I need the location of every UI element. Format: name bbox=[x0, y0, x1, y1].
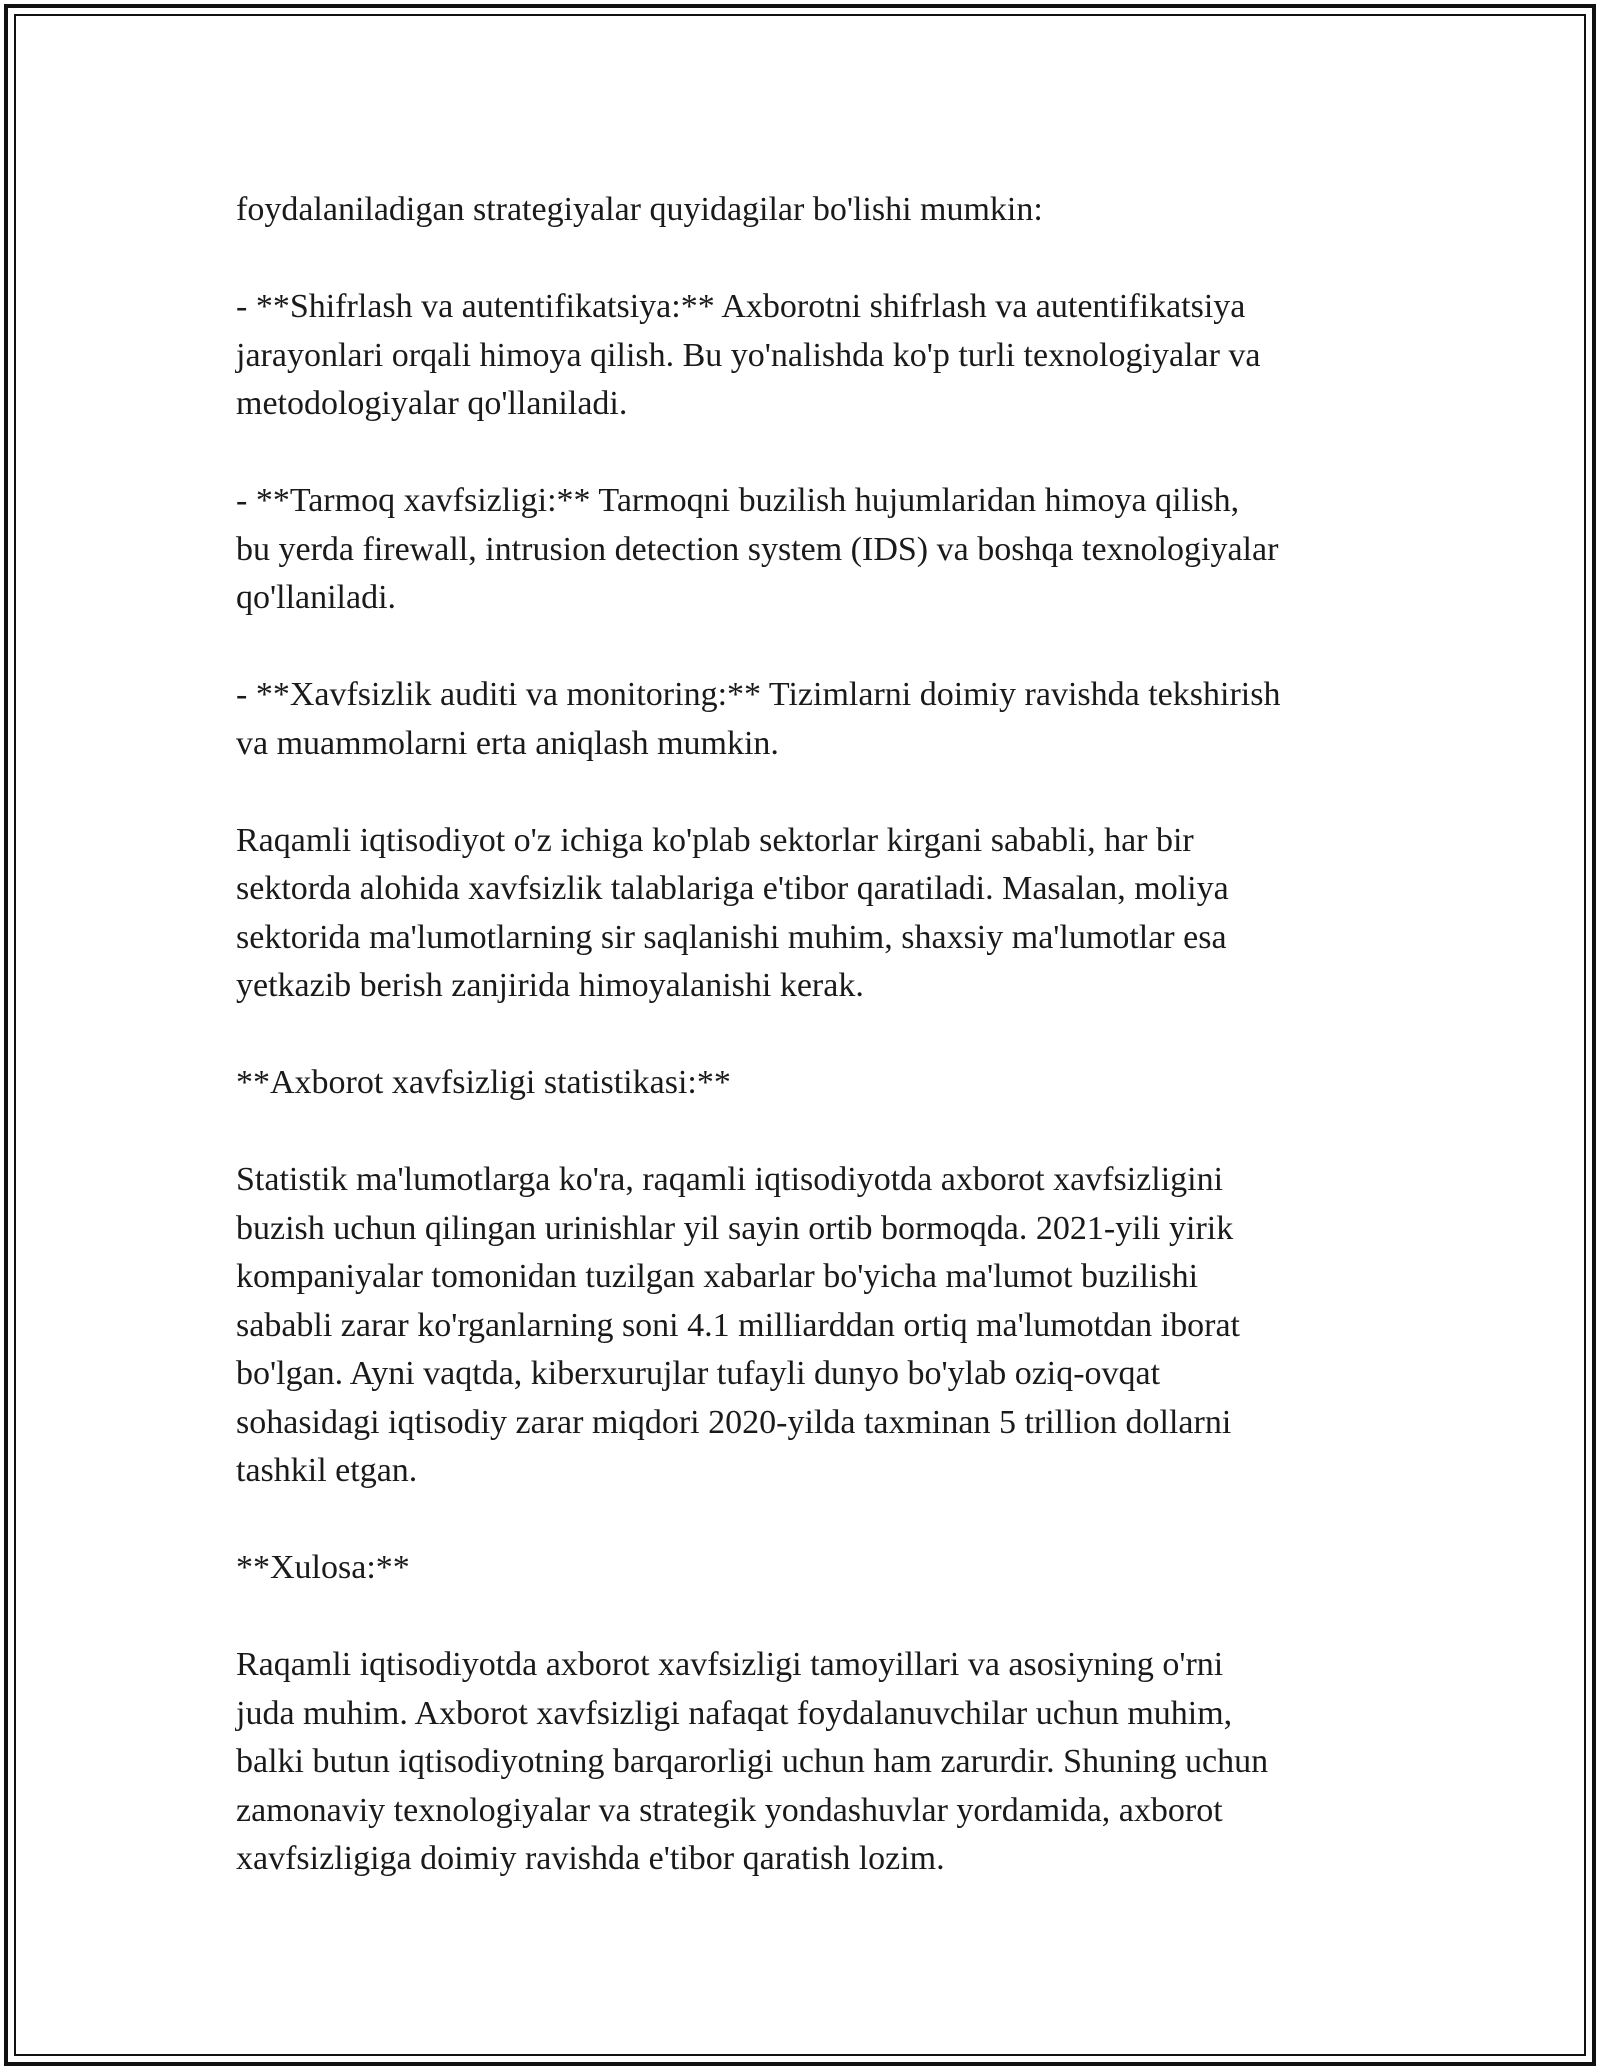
document-body bbox=[236, 186, 1376, 1932]
conclusion-paragraph: Raqamli iqtisodiyotda axborot xavfsizligi tamoyillari va asosiyning o'rni juda muhim. Axborot xavfsizligi nafaqat foydalanuvchilar uchun muhim, balki butun iqtisodiyotning barqarorligi uchun ham zarurdir. Shuning uchun zamonaviy texnologiyalar va strategik yondashuvlar yordamida, axborot xavfsizligiga doimiy ravishda e'tibor qaratish lozim. bbox=[236, 1646, 1269, 1877]
statistics-paragraph: Statistik ma'lumotlarga ko'ra, raqamli iqtisodiyotda axborot xavfsizligini buzish uchun qilingan urinishlar yil sayin ortib bormoqda. 2021-yili yirik kompaniyalar tomonidan tuzilgan xabarlar bo'yicha ma'lumot buzilishi sababli zarar ko'rganlarning soni 4.1 milliarddan ortiq ma'lumotdan iborat bo'lgan. Ayni vaqtda, kiberxurujlar tufayli dunyo bo'ylab oziq-ovqat sohasidagi iqtisodiy zarar miqdori 2020-yilda taxminan 5 trillion dollarni tashkil etgan. bbox=[236, 1161, 1240, 1489]
list-item-network-security: - **Tarmoq xavfsizligi:** Tarmoqni buzilish hujumlaridan himoya qilish, bu yerda firewall, intrusion detection system (IDS) va boshqa texnologiyalar qo'llaniladi. bbox=[236, 482, 1279, 616]
list-item-encryption: - **Shifrlash va autentifikatsiya:** Axborotni shifrlash va autentifikatsiya jarayonlari orqali himoya qilish. Bu yo'nalishda ko'p turli texnologiyalar va metodologiyalar qo'llaniladi. bbox=[236, 288, 1261, 422]
list-item-audit-monitoring: - **Xavfsizlik auditi va monitoring:** Tizimlarni doimiy ravishda tekshirish va muammolarni erta aniqlash mumkin. bbox=[236, 676, 1281, 762]
statistics-heading: **Axborot xavfsizligi statistikasi:** bbox=[236, 1064, 731, 1101]
sectors-paragraph: Raqamli iqtisodiyot o'z ichiga ko'plab sektorlar kirgani sababli, har bir sektorda alohida xavfsizlik talablariga e'tibor qaratiladi. Masalan, moliya sektorida ma'lumotlarning sir saqlanishi muhim, shaxsiy ma'lumotlar esa yetkazib berish zanjirida himoyalanishi kerak. bbox=[236, 821, 1229, 1004]
intro-line: foydalaniladigan strategiyalar quyidagilar bo'lishi mumkin: bbox=[236, 191, 1043, 228]
conclusion-heading: **Xulosa:** bbox=[236, 1549, 410, 1586]
